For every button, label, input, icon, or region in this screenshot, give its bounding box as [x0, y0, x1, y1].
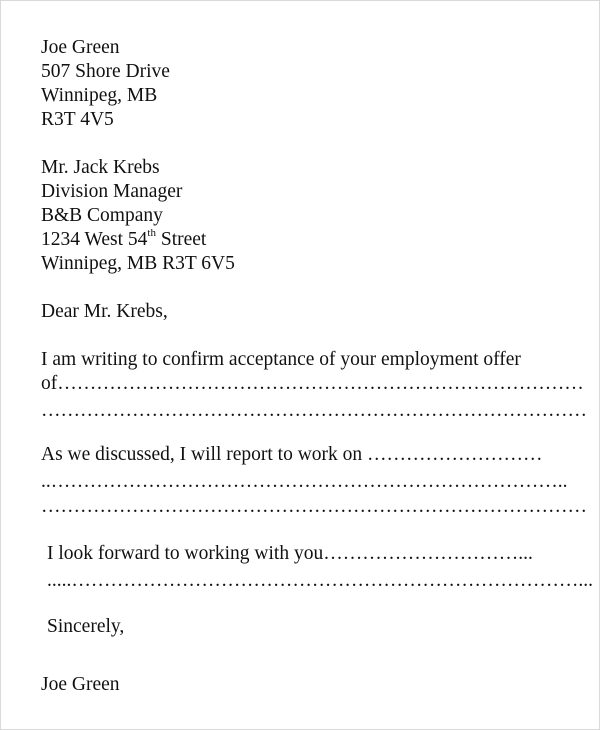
- recipient-company: B&B Company: [41, 205, 163, 226]
- recipient-name: Mr. Jack Krebs: [41, 157, 160, 178]
- closing: Sincerely,: [47, 616, 125, 637]
- paragraph-1-line-3: …………………………………………………………………………: [41, 400, 587, 421]
- sender-street: 507 Shore Drive: [41, 61, 170, 82]
- recipient-street-suffix: th: [147, 227, 156, 239]
- recipient-street: [41, 228, 206, 252]
- paragraph-1-line-1: I am writing to confirm acceptance of your employment offer: [41, 349, 521, 370]
- sender-name: Joe Green: [41, 37, 120, 58]
- recipient-title: Division Manager: [41, 181, 183, 202]
- paragraph-3-line-2: .....……………………………………………………………………...: [47, 570, 593, 591]
- paragraph-2-line-2: ..……………………………………………………………………..: [41, 471, 568, 492]
- recipient-city-postal: Winnipeg, MB R3T 6V5: [41, 253, 235, 274]
- recipient-street-number: 1234 West 54: [41, 229, 148, 250]
- salutation: Dear Mr. Krebs,: [41, 301, 168, 322]
- sender-postal: R3T 4V5: [41, 109, 114, 130]
- paragraph-2-line-1: As we discussed, I will report to work on ………………………: [41, 444, 543, 465]
- paragraph-3-line-1: I look forward to working with you…………………………...: [47, 543, 533, 564]
- paragraph-2-line-3: …………………………………………………………………………: [41, 496, 587, 517]
- sender-city: Winnipeg, MB: [41, 85, 158, 106]
- paragraph-1-line-2: of………………………………………………………………………: [41, 373, 584, 394]
- recipient-street-name: Street: [155, 229, 207, 250]
- signature-name: Joe Green: [41, 674, 120, 695]
